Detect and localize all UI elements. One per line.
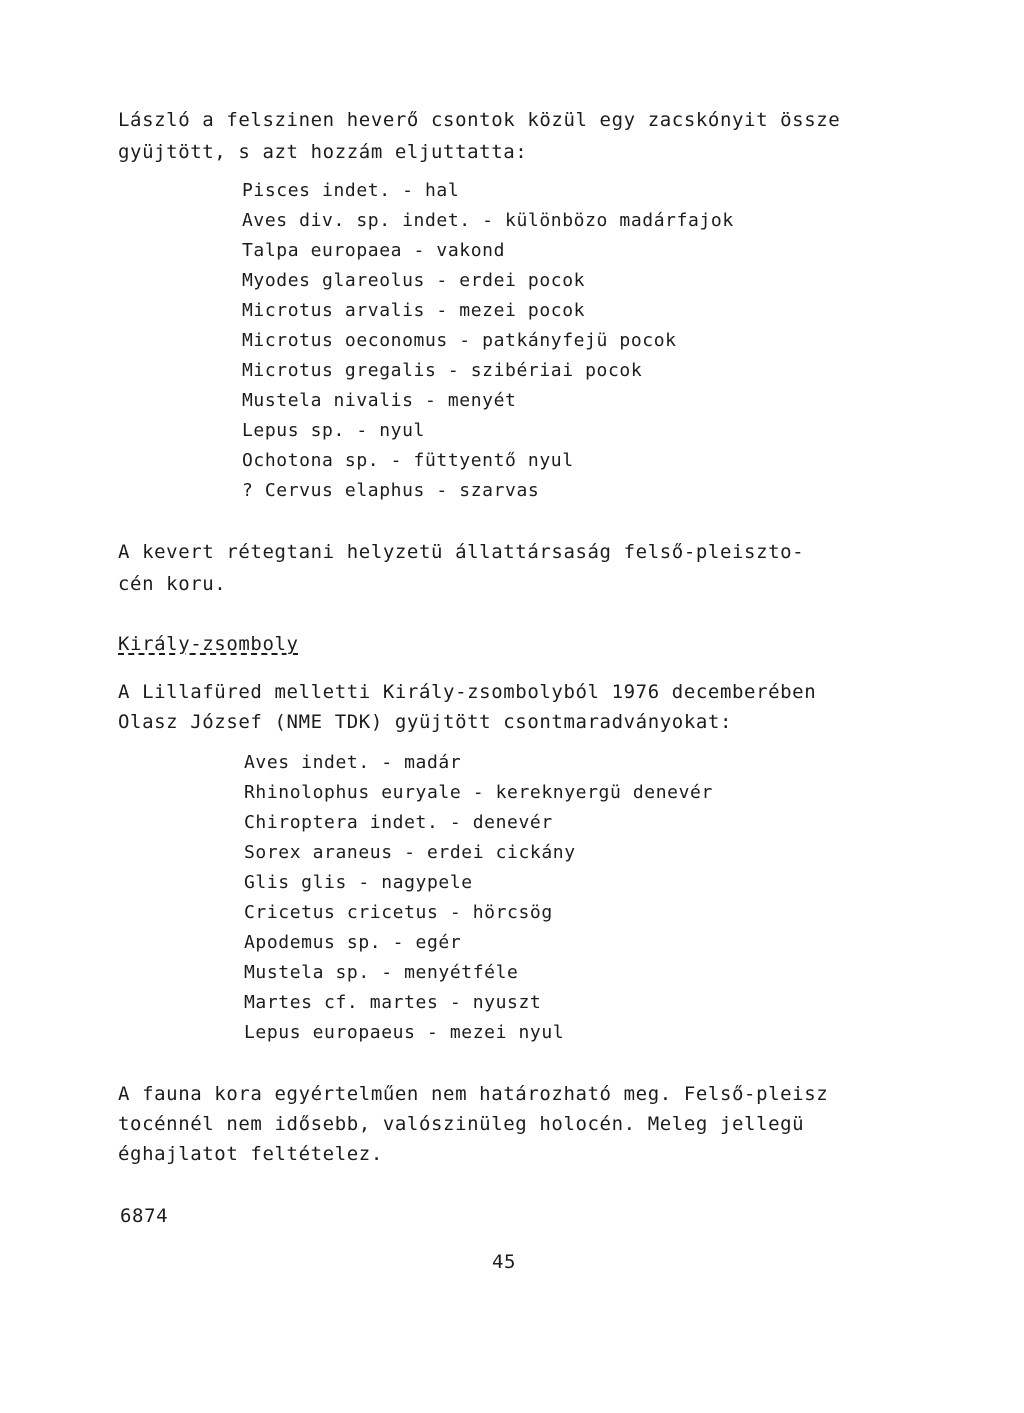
list-item: Microtus gregalis - szibériai pocok bbox=[242, 360, 643, 381]
list-item: Apodemus sp. - egér bbox=[244, 932, 462, 953]
list-item: Myodes glareolus - erdei pocok bbox=[242, 270, 586, 291]
list-item: Sorex araneus - erdei cickány bbox=[244, 842, 576, 863]
list-item: Microtus oeconomus - patkányfejü pocok bbox=[242, 330, 677, 351]
list-item: Lepus sp. - nyul bbox=[242, 420, 425, 441]
list-item: Rhinolophus euryale - kereknyergü denevér bbox=[244, 782, 713, 803]
conclusion-1-line-2: cén koru. bbox=[118, 573, 227, 595]
conclusion-2-line-3: éghajlatot feltételez. bbox=[118, 1143, 383, 1165]
list-item: Ochotona sp. - füttyentő nyul bbox=[242, 450, 574, 471]
section-heading: Király-zsomboly bbox=[118, 633, 299, 655]
conclusion-2-line-2: tocénnél nem idősebb, valószinüleg holocén. Meleg jellegü bbox=[118, 1113, 805, 1135]
list-item: Glis glis - nagypele bbox=[244, 872, 473, 893]
list-item: Aves indet. - madár bbox=[244, 752, 462, 773]
list-item: Aves div. sp. indet. - különbözo madárfajok bbox=[242, 210, 734, 231]
species-list-2 bbox=[244, 748, 713, 1048]
list-item: Mustela sp. - menyétféle bbox=[244, 962, 519, 983]
species-list-1 bbox=[242, 176, 734, 506]
list-item: Pisces indet. - hal bbox=[242, 180, 460, 201]
list-item: Talpa europaea - vakond bbox=[242, 240, 506, 261]
list-item: Cricetus cricetus - hörcsög bbox=[244, 902, 553, 923]
section-intro-line-2: Olasz József (NME TDK) gyüjtött csontmaradványokat: bbox=[118, 711, 732, 733]
list-item: Mustela nivalis - menyét bbox=[242, 390, 517, 411]
page-number: 45 bbox=[492, 1251, 517, 1273]
list-item: Microtus arvalis - mezei pocok bbox=[242, 300, 586, 321]
list-item: Martes cf. martes - nyuszt bbox=[244, 992, 542, 1013]
list-item: Lepus europaeus - mezei nyul bbox=[244, 1022, 565, 1043]
intro-line-1: László a felszinen heverő csontok közül egy zacskónyit össze bbox=[118, 109, 841, 131]
conclusion-1-line-1: A kevert rétegtani helyzetü állattársaság felső-pleiszto- bbox=[118, 541, 805, 563]
section-intro-line-1: A Lillafüred melletti Király-zsombolyból 1976 decemberében bbox=[118, 681, 817, 703]
list-item: Chiroptera indet. - denevér bbox=[244, 812, 553, 833]
intro-line-2: gyüjtött, s azt hozzám eljuttatta: bbox=[118, 141, 528, 163]
conclusion-2-line-1: A fauna kora egyértelműen nem határozható meg. Felső-pleisz bbox=[118, 1083, 829, 1105]
document-number: 6874 bbox=[120, 1205, 169, 1227]
list-item: ? Cervus elaphus - szarvas bbox=[242, 480, 540, 501]
